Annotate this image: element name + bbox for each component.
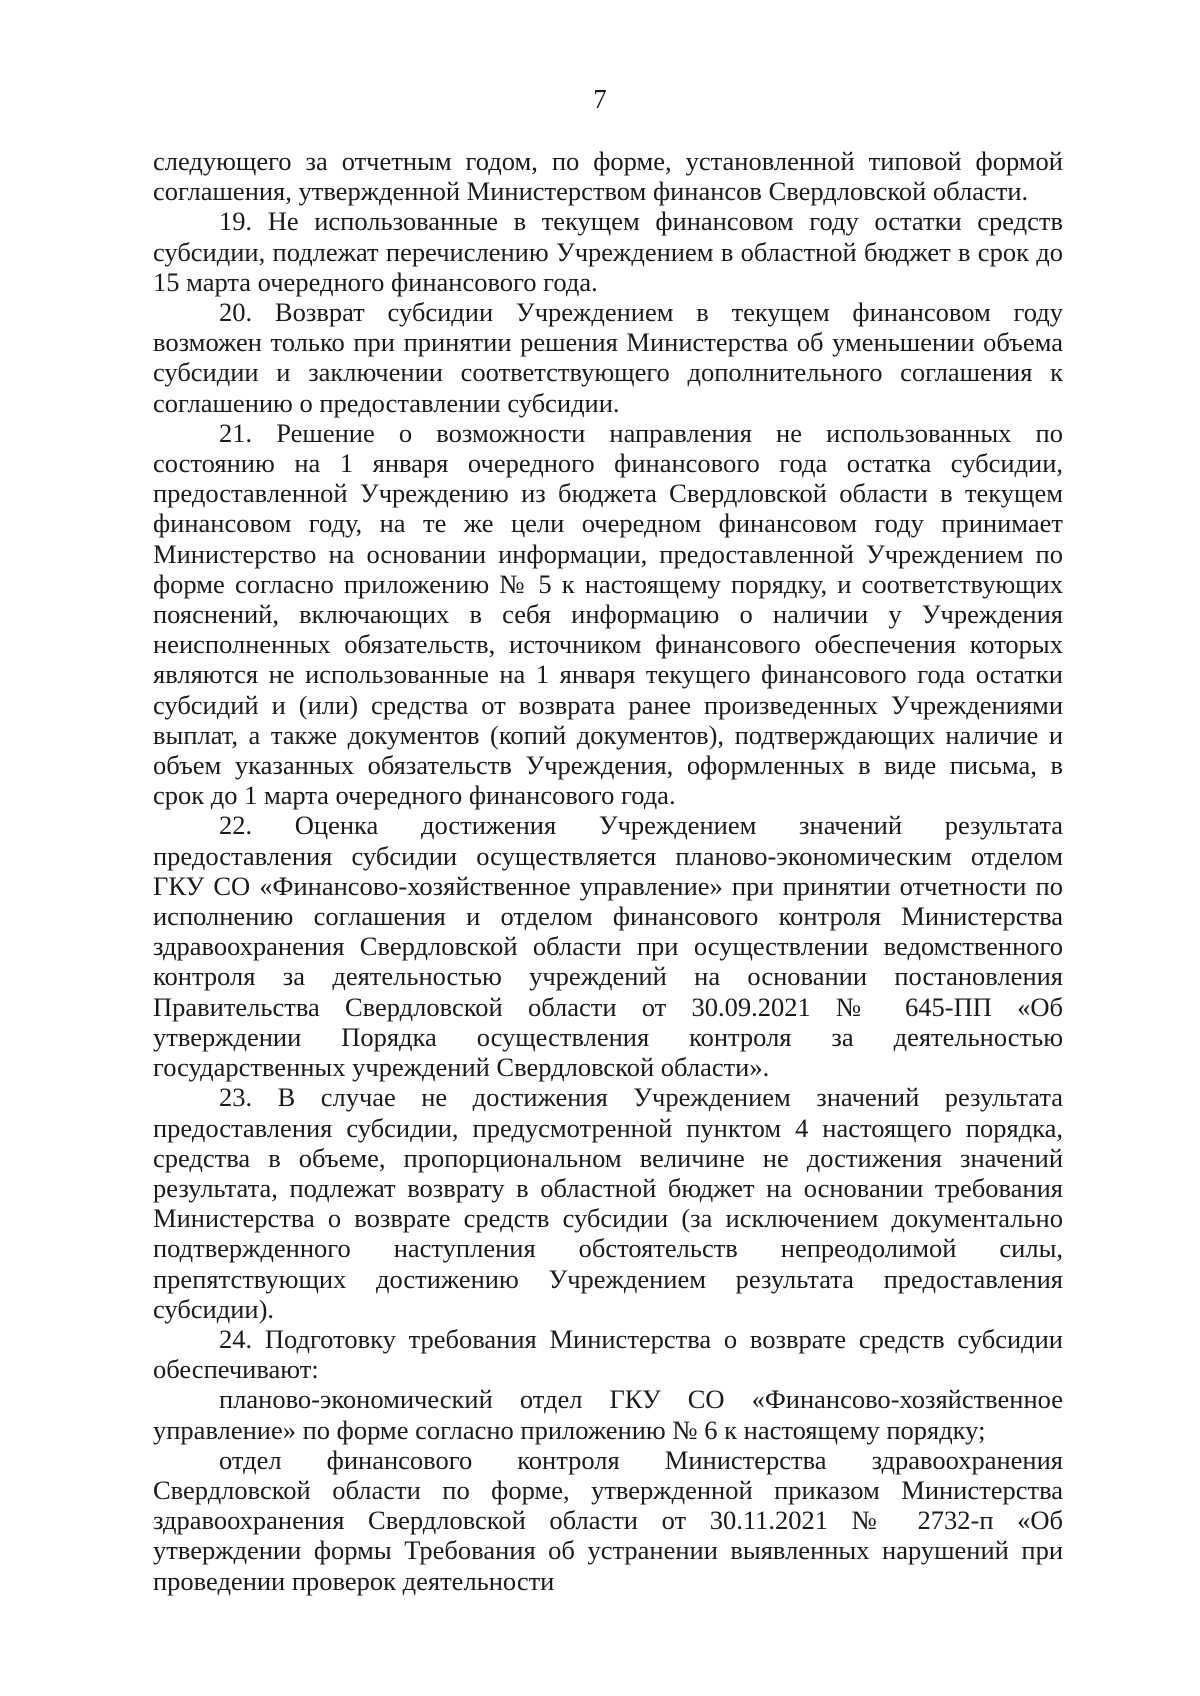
paragraph-19: 19. Не использованные в текущем финансовом году остатки средств субсидии, подлежат перечислению Учреждением в областной бюджет в срок до 15 марта очередного финансового года. — [153, 206, 1063, 297]
document-body — [153, 146, 1063, 1596]
paragraph-continuation: следующего за отчетным годом, по форме, установленной типовой формой соглашения, утвержденной Министерством финансов Свердловской области. — [153, 146, 1063, 207]
page-number: 7 — [593, 84, 607, 114]
paragraph-22: 22. Оценка достижения Учреждением значений результата предоставления субсидии осуществляется планово-экономическим отделом ГКУ СО «Финансово-хозяйственное управление» при принятии отчетности по исполнению соглашения и отделом финансового контроля Министерства здравоохранения Свердловской области при осуществлении ведомственного контроля за деятельностью учреждений на основании постановления Правительства Свердловской области от 30.09.2021 № 645-ПП «Об утверждении Порядка осуществления контроля за деятельностью государственных учреждений Свердловской области». — [153, 810, 1063, 1083]
paragraph-23: 23. В случае не достижения Учреждением значений результата предоставления субсидии, предусмотренной пунктом 4 настоящего порядка, средства в объеме, пропорциональном величине не достижения значений результата, подлежат возврату в областной бюджет на основании требования Министерства о возврате средств субсидии (за исключением документально подтвержденного наступления обстоятельств непреодолимой силы, препятствующих достижению Учреждением результата предоставления субсидии). — [153, 1082, 1063, 1324]
paragraph-21: 21. Решение о возможности направления не использованных по состоянию на 1 января очередного финансового года остатка субсидии, предоставленной Учреждению из бюджета Свердловской области в текущем финансовом году, на те же цели очередном финансовом году принимает Министерство на основании информации, предоставленной Учреждением по форме согласно приложению № 5 к настоящему порядку, и соответствующих пояснений, включающих в себя информацию о наличии у Учреждения неисполненных обязательств, источником финансового обеспечения которых являются не использованные на 1 января текущего финансового года остатки субсидий и (или) средства от возврата ранее произведенных Учреждениями выплат, а также документов (копий документов), подтверждающих наличие и объем указанных обязательств Учреждения, оформленных в виде письма, в срок до 1 марта очередного финансового года. — [153, 417, 1063, 811]
paragraph-20: 20. Возврат субсидии Учреждением в текущем финансовом году возможен только при принятии решения Министерства об уменьшении объема субсидии и заключении соответствующего дополнительного соглашения к соглашению о предоставлении субсидии. — [153, 297, 1063, 418]
paragraph-24-item-planning-department: планово-экономический отдел ГКУ СО «Финансово-хозяйственное управление» по форме согласно приложению № 6 к настоящему порядку; — [153, 1384, 1063, 1445]
paragraph-24-item-control-department: отдел финансового контроля Министерства здравоохранения Свердловской области по форме, утвержденной приказом Министерства здравоохранения Свердловской области от 30.11.2021 № 2732-п «Об утверждении формы Требования об устранении выявленных нарушений при проведении проверок деятельности — [153, 1444, 1063, 1596]
paragraph-24: 24. Подготовку требования Министерства о возврате средств субсидии обеспечивают: — [153, 1323, 1063, 1385]
